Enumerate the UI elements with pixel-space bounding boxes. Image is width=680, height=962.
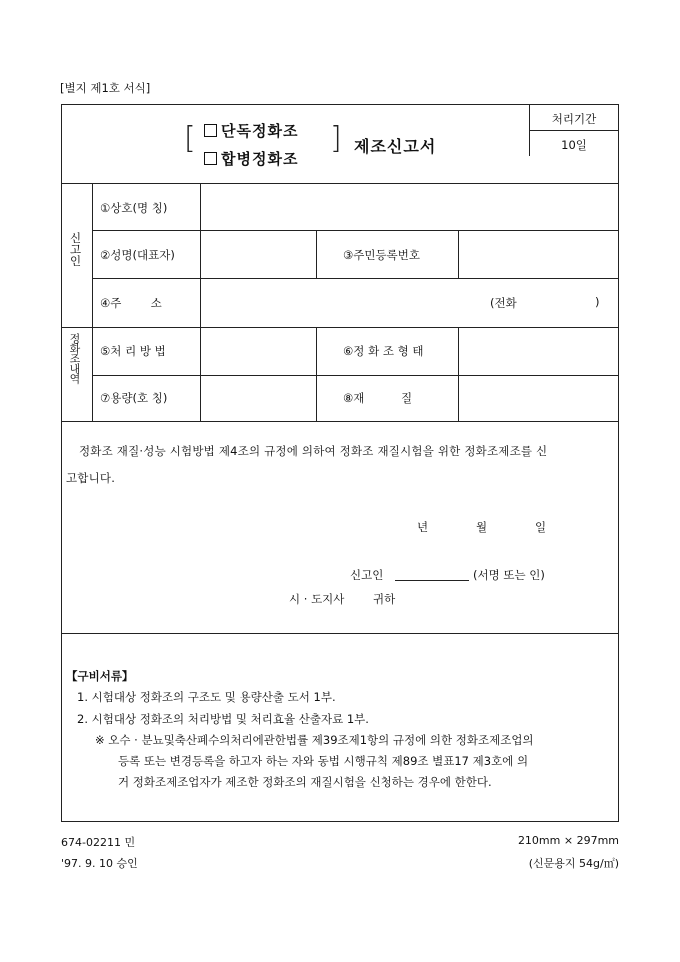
business-name-label: ①상호(명 칭) [100, 201, 168, 215]
method-label: ⑤처 리 방 법 [100, 344, 166, 358]
option-merged[interactable]: 합병정화조 [204, 148, 298, 169]
header-divider [61, 183, 619, 184]
honorific: 귀하 [373, 592, 396, 606]
declaration-line-2: 고합니다. [66, 471, 116, 485]
sign-note: (서명 또는 인) [473, 568, 545, 582]
period-value: 10일 [561, 138, 587, 152]
phone-close: ) [595, 295, 600, 309]
date-year: 년 [417, 520, 429, 534]
section-divider [61, 633, 619, 634]
section-divider [61, 421, 619, 422]
signer-label: 신고인 [350, 568, 384, 582]
date-month: 월 [476, 520, 488, 534]
option-single[interactable]: 단독정화조 [204, 120, 298, 141]
mid-column-line [316, 327, 317, 421]
document-item-1: 1. 시험대상 정화조의 구조도 및 용량산출 도서 1부. [77, 690, 336, 704]
right-bracket: ] [330, 121, 342, 156]
approval-date: '97. 9. 10 승인 [61, 857, 138, 870]
material-label: ⑧재 질 [343, 391, 413, 405]
recipient: 시 · 도지사 [289, 592, 345, 606]
capacity-label: ⑦용량(호 칭) [100, 391, 168, 405]
date-day: 일 [535, 520, 547, 534]
mid-column-line [316, 230, 317, 278]
label-column-line [200, 183, 201, 421]
mid-column-line [458, 230, 459, 278]
form-label: [별지 제1호 서식] [60, 81, 151, 95]
type-label: ⑥정 화 조 형 태 [343, 344, 424, 358]
document-item-2: 2. 시험대상 정화조의 처리방법 및 처리효율 산출자료 1부. [77, 712, 369, 726]
signature-line[interactable] [395, 580, 469, 581]
row-divider [92, 375, 619, 376]
paper-type: (신문용지 54g/㎡) [528, 857, 619, 870]
mid-column-line [458, 327, 459, 421]
documents-title: 【구비서류】 [66, 669, 134, 683]
form-title: 제조신고서 [354, 137, 437, 156]
row-divider [92, 278, 619, 279]
document-note-1: ※ 오수 · 분뇨및축산폐수의처리에관한법률 제39조제1항의 규정에 의한 정화조제조업의 [95, 733, 534, 747]
left-bracket: [ [184, 121, 196, 156]
document-note-2: 등록 또는 변경등록을 하고자 하는 자와 동법 시행규칙 제89조 별표17 제3호에 의 [118, 754, 529, 768]
resident-number-label: ③주민등록번호 [343, 248, 420, 262]
merged-checkbox[interactable] [204, 152, 217, 165]
declaration-line-1: 정화조 재질·성능 시험방법 제4조의 규정에 의하여 정화조 재질시험을 위한 정화조제조를 신 [79, 444, 548, 458]
section-label-line [92, 183, 93, 421]
row-divider [92, 230, 619, 231]
section-divider [61, 327, 619, 328]
single-checkbox[interactable] [204, 124, 217, 137]
period-label: 처리기간 [551, 112, 597, 126]
tank-section-label: 정화조내역 [68, 333, 81, 383]
form-code: 674-02211 민 [61, 836, 136, 849]
representative-label: ②성명(대표자) [100, 248, 175, 262]
period-divider [529, 130, 619, 131]
phone-label: (전화 [490, 296, 517, 310]
paper-size: 210mm × 297mm [517, 834, 619, 847]
document-note-3: 거 정화조제조업자가 제조한 정화조의 재질시험을 신청하는 경우에 한한다. [118, 775, 492, 789]
applicant-section-label: 신고인 [68, 232, 83, 267]
address-label: ④주 소 [100, 296, 162, 310]
